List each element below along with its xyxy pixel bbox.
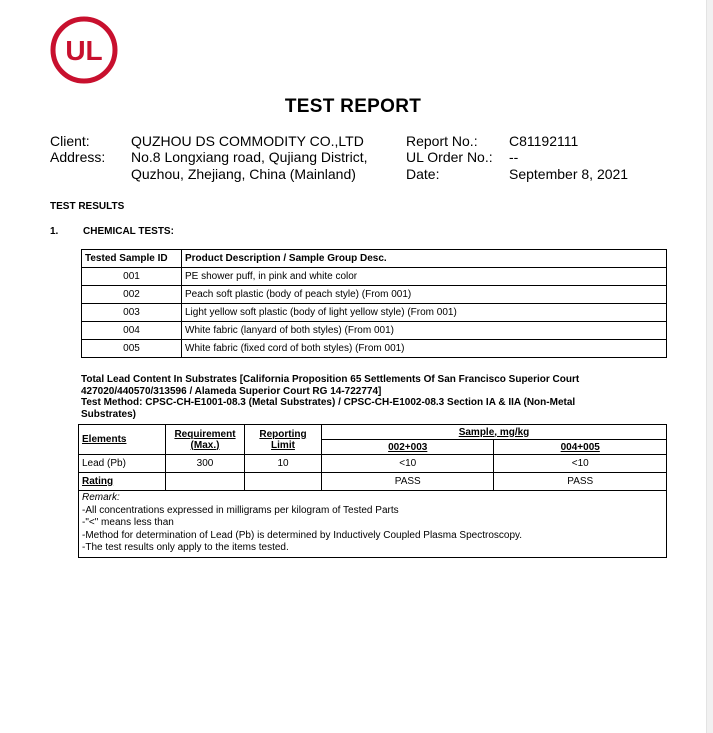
rating-empty-1 <box>166 473 245 491</box>
sample-col-004-005: 004+005 <box>494 440 667 455</box>
rating-value-002-003: PASS <box>322 473 494 491</box>
row-value-002-003: <10 <box>322 455 494 473</box>
sample-desc: PE shower puff, in pink and white color <box>182 268 667 286</box>
col-requirement <box>166 425 245 455</box>
col-reporting-line-1: Reporting <box>259 428 307 440</box>
table-row <box>82 304 667 322</box>
table-row <box>82 286 667 304</box>
row-reporting-limit: 10 <box>245 455 322 473</box>
col-sample: Sample, mg/kg <box>322 425 667 440</box>
remark-line: -Method for determination of Lead (Pb) is determined by Inductively Coupled Plasma Spectroscopy. <box>82 529 523 541</box>
table-row <box>79 455 667 473</box>
row-requirement: 300 <box>166 455 245 473</box>
row-value-004-005: <10 <box>494 455 667 473</box>
table-row <box>82 268 667 286</box>
ul-logo-text: UL <box>65 35 103 66</box>
sample-id: 001 <box>82 268 182 286</box>
col-reporting-limit <box>245 425 322 455</box>
sample-desc: Peach soft plastic (body of peach style) (From 001) <box>182 286 667 304</box>
remark-line: -"<" means less than <box>82 517 174 528</box>
lead-heading <box>81 374 661 420</box>
remarks-row <box>79 491 667 558</box>
sample-id: 003 <box>82 304 182 322</box>
samples-header-id: Tested Sample ID <box>82 250 182 268</box>
samples-header-desc: Product Description / Sample Group Desc. <box>182 250 667 268</box>
ul-order-label: UL Order No.: <box>406 149 493 165</box>
results-header-row-1 <box>79 425 667 440</box>
address-line-1: No.8 Longxiang road, Qujiang District, <box>131 149 368 165</box>
test-results-heading: TEST RESULTS <box>50 201 125 212</box>
remark-line: -The test results only apply to the items tested. <box>82 542 289 553</box>
test-method-line-1: Test Method: CPSC-CH-E1001-08.3 (Metal Substrates) / CPSC-CH-E1002-08.3 Section IA & IIA (Non-Metal <box>81 397 576 408</box>
report-no-label: Report No.: <box>406 133 478 149</box>
remark-label: Remark: <box>82 492 120 503</box>
col-requirement-line-1: Requirement <box>174 428 236 440</box>
test-method-line-2: Substrates) <box>81 408 137 420</box>
sample-desc: Light yellow soft plastic (body of light yellow style) (From 001) <box>182 304 667 322</box>
remarks <box>79 491 667 558</box>
sample-id: 002 <box>82 286 182 304</box>
rating-empty-2 <box>245 473 322 491</box>
report-no-value: C81192111 <box>509 133 579 149</box>
row-element: Lead (Pb) <box>79 455 166 473</box>
rating-label: Rating <box>79 473 166 491</box>
col-requirement-line-2: (Max.) <box>190 439 220 451</box>
page-edge <box>706 0 713 733</box>
sample-id: 004 <box>82 322 182 340</box>
samples-header-row <box>82 250 667 268</box>
remark-line: -All concentrations expressed in milligrams per kilogram of Tested Parts <box>82 504 399 516</box>
ul-order-value: -- <box>509 149 519 165</box>
rating-row <box>79 473 667 491</box>
sample-id: 005 <box>82 340 182 358</box>
client-value: QUZHOU DS COMMODITY CO.,LTD <box>131 133 364 149</box>
address-line-2: Quzhou, Zhejiang, China (Mainland) <box>131 166 356 182</box>
sample-desc: White fabric (lanyard of both styles) (From 001) <box>182 322 667 340</box>
table-row <box>82 322 667 340</box>
sample-desc: White fabric (fixed cord of both styles) (From 001) <box>182 340 667 358</box>
lead-results-table <box>78 424 667 558</box>
col-reporting-line-2: Limit <box>271 439 295 451</box>
lead-heading-line-1: Total Lead Content In Substrates [California Proposition 65 Settlements Of San Francisco Superior Court <box>81 374 580 385</box>
samples-table <box>81 249 667 358</box>
client-label: Client: <box>50 133 90 149</box>
col-elements: Elements <box>79 425 166 455</box>
sample-col-002-003: 002+003 <box>322 440 494 455</box>
section-number: 1. <box>50 226 59 237</box>
date-label: Date: <box>406 166 440 182</box>
date-value: September 8, 2021 <box>509 166 629 182</box>
rating-value-004-005: PASS <box>494 473 667 491</box>
table-row <box>82 340 667 358</box>
section-title: CHEMICAL TESTS: <box>83 226 174 237</box>
report-title: TEST REPORT <box>284 96 422 117</box>
ul-logo <box>50 16 118 84</box>
lead-heading-line-2: 427020/440570/313596 / Alameda Superior Court RG 14-722774] <box>81 385 382 397</box>
address-label: Address: <box>50 149 106 165</box>
